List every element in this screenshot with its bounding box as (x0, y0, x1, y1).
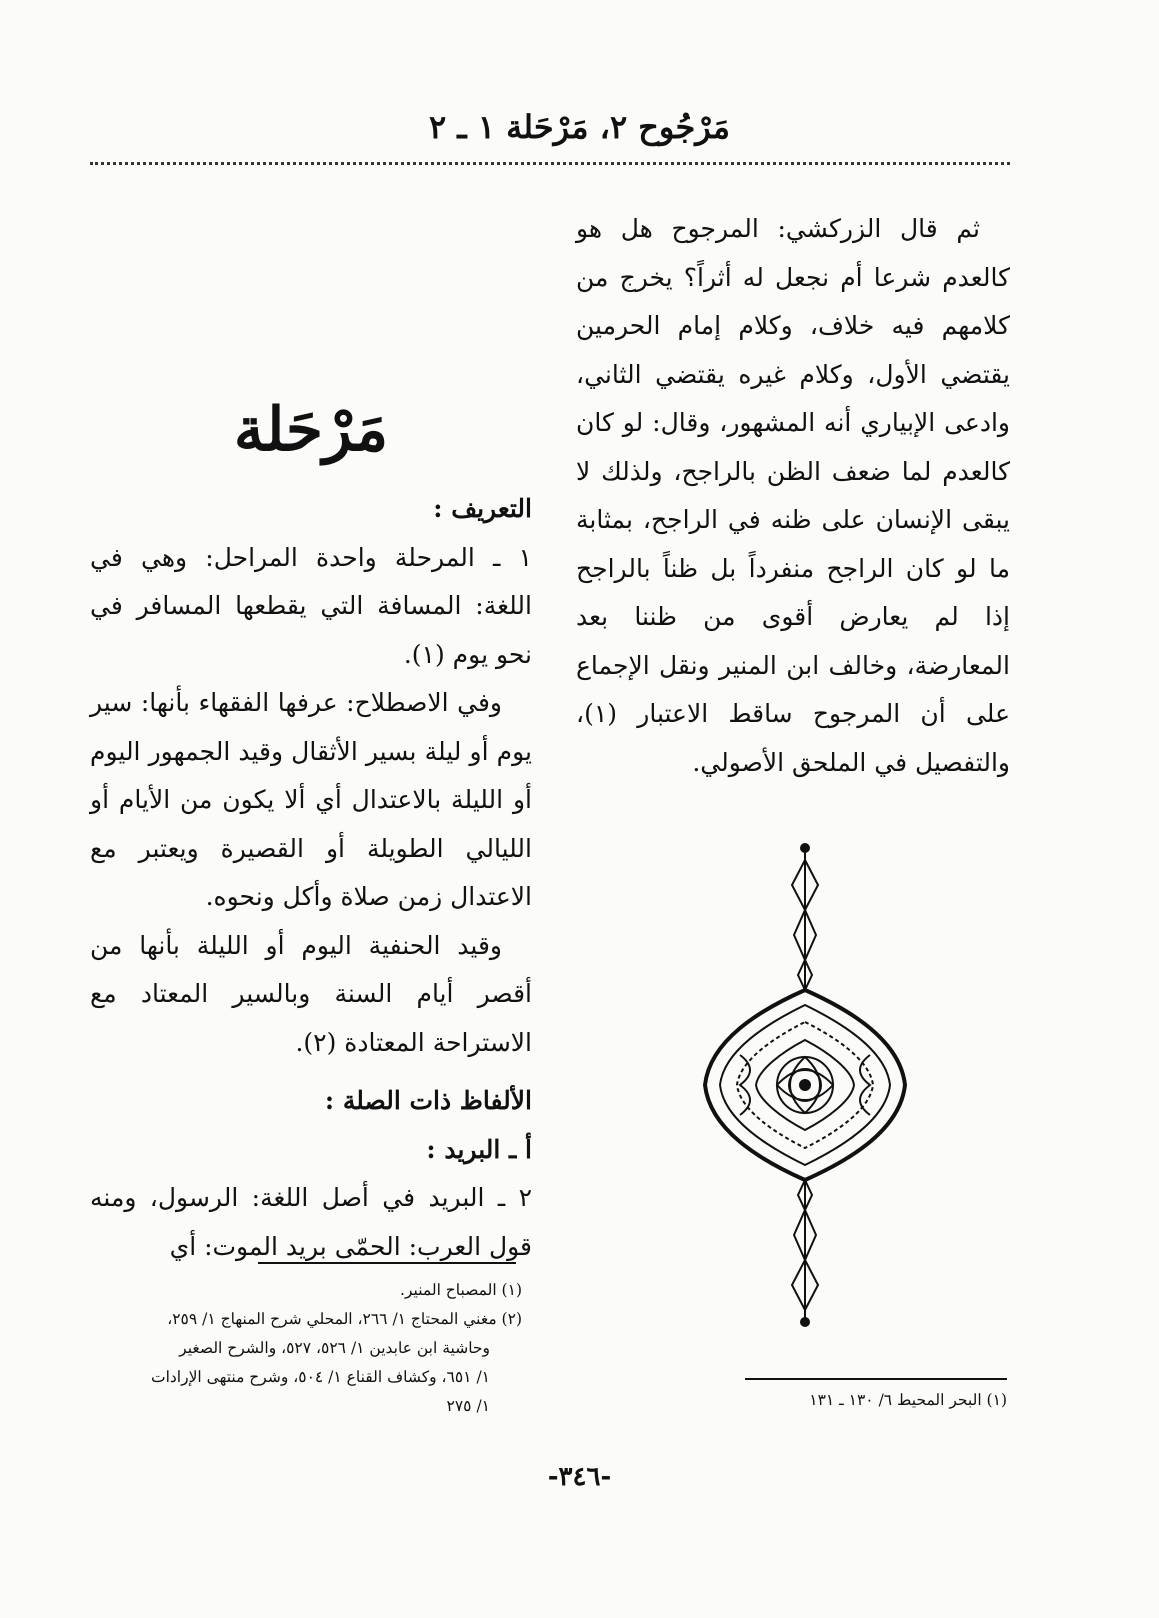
arabesque-ornament-icon (700, 840, 910, 1330)
footnote-2: (٢) مغني المحتاج ١/ ٢٦٦، المحلي شرح المنهاج ١/ ٢٥٩، (167, 1310, 522, 1328)
entry-heading: مَرْحَلة (233, 395, 389, 465)
footnotes-right (745, 1386, 1007, 1415)
footnote-right-1: (١) البحر المحيط ٦/ ١٣٠ ـ ١٣١ (809, 1391, 1007, 1409)
related-terms-title: الألفاظ ذات الصلة : (324, 1086, 532, 1115)
subsection-a-title: أ ـ البريد : (426, 1134, 532, 1164)
paragraph-1: ١ ـ المرحلة واحدة المراحل: وهي في اللغة: المسافة التي يقطعها المسافر في نحو يوم (١). (90, 542, 532, 669)
right-paragraph: ثم قال الزركشي: المرجوح هل هو كالعدم شرعا أم نجعل له أثراً؟ يخرج من كلامهم فيه خلاف، وكلام إمام الحرمين يقتضي الأول، وكلام غيره يقتضي الثاني، وادعى الإبياري أنه المشهور، وقال: لو كان كالعدم لما ضعف الظن بالراجح، ولذلك لا يبقى الإنسان على ظنه في الراجح، بمثابة ما لو كان الراجح منفرداً بل ظناً بالراجح إذا لم يعارض أقوى من ظننا بعد المعارضة، وخالف ابن المنير ونقل الإجماع على أن المرجوح ساقط الاعتبار (١)، والتفصيل في الملحق الأصولي. (576, 214, 1010, 777)
footnote-2-cont-1: وحاشية ابن عابدين ١/ ٥٢٦، ٥٢٧، والشرح الصغير (179, 1339, 490, 1357)
running-header: مَرْجُوح ٢، مَرْحَلة ١ ـ ٢ (428, 108, 731, 146)
page-number: -٣٤٦- (547, 1462, 612, 1492)
footnote-2-cont-3: ١/ ٢٧٥ (446, 1397, 490, 1415)
definition-title: التعريف : (433, 494, 532, 523)
footnotes-left (90, 1276, 522, 1421)
footnote-2-cont-2: ١/ ٦٥١، وكشاف القناع ١/ ٥٠٤، وشرح منتهى الإرادات (150, 1368, 490, 1386)
footnote-rule-left (258, 1262, 516, 1264)
paragraph-3: وقيد الحنفية اليوم أو الليلة بأنها من أقصر أيام السنة وبالسير المعتاد مع الاستراحة المعتادة (٢). (90, 930, 532, 1057)
right-column (576, 205, 1010, 787)
header-dotted-rule (90, 162, 1010, 165)
left-column (90, 485, 532, 1271)
paragraph-4: ٢ ـ البريد في أصل اللغة: الرسول، ومنه قول العرب: الحمّى بريد الموت: أي (90, 1183, 532, 1261)
footnote-rule-right (745, 1378, 1007, 1380)
footnote-1: (١) المصباح المنير. (400, 1281, 522, 1299)
paragraph-2: وفي الاصطلاح: عرفها الفقهاء بأنها: سير يوم أو ليلة بسير الأثقال وقيد الجمهور اليوم أو الليلة بالاعتدال أي ألا يكون من الأيام أو الليالي الطويلة أو القصيرة ويعتبر مع الاعتدال زمن صلاة وأكل ونحوه. (90, 688, 532, 911)
spacer (90, 1067, 532, 1077)
